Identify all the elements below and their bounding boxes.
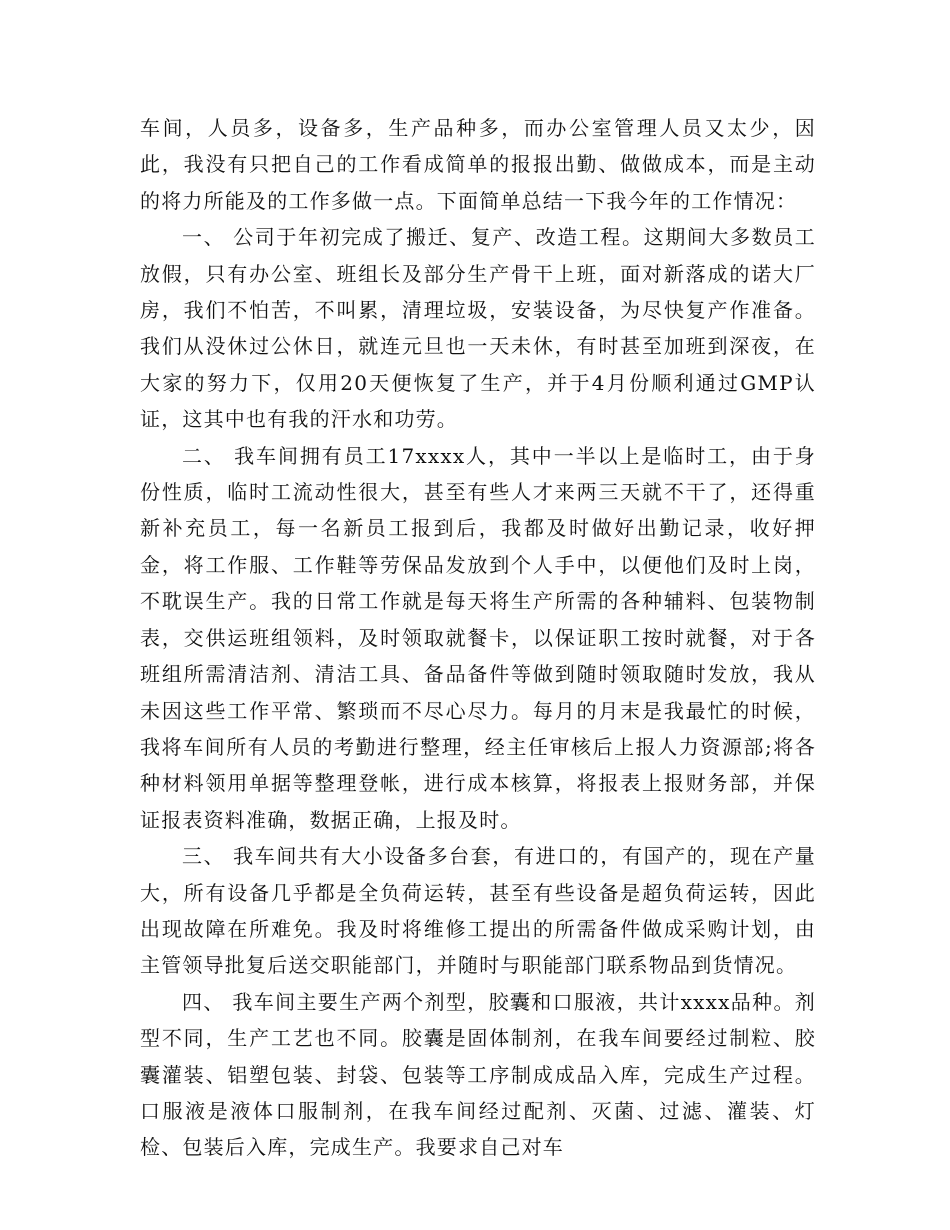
paragraph-item-1: 一、 公司于年初完成了搬迁、复产、改造工程。这期间大多数员工放假，只有办公室、班组长及部分生产骨干上班，面对新落成的诺大厂房，我们不怕苦，不叫累，清理垃圾，安装设备，为尽快复产作准备。我们从没休过公休日，就连元旦也一天未休，有时甚至加班到深夜，在大家的努力下，仅用20天便恢复了生产，并于4月份顺利通过GMP认证，这其中也有我的汗水和功劳。: [140, 225, 816, 432]
document-body: [140, 110, 816, 1166]
paragraph-item-2: 二、 我车间拥有员工17xxxx人，其中一半以上是临时工，由于身份性质，临时工流动性很大，甚至有些人才来两三天就不干了，还得重新补充员工，每一名新员工报到后，我都及时做好出勤记录，收好押金，将工作服、工作鞋等劳保品发放到个人手中，以便他们及时上岗，不耽误生产。我的日常工作就是每天将生产所需的各种辅料、包装物制表，交供运班组领料，及时领取就餐卡，以保证职工按时就餐，对于各班组所需清洁剂、清洁工具、备品备件等做到随时领取随时发放，我从未因这些工作平常、繁琐而不尽心尽力。每月的月末是我最忙的时候，我将车间所有人员的考勤进行整理，经主任审核后上报人力资源部;将各种材料领用单据等整理登帐，进行成本核算，将报表上报财务部，并保证报表资料准确，数据正确，上报及时。: [140, 443, 816, 832]
paragraph-item-3: 三、 我车间共有大小设备多台套，有进口的，有国产的，现在产量大，所有设备几乎都是全负荷运转，甚至有些设备是超负荷运转，因此出现故障在所难免。我及时将维修工提出的所需备件做成采购计划，由主管领导批复后送交职能部门，并随时与职能部门联系物品到货情况。: [140, 844, 816, 978]
paragraph-item-4: 四、 我车间主要生产两个剂型，胶囊和口服液，共计xxxx品种。剂型不同，生产工艺也不同。胶囊是固体制剂，在我车间要经过制粒、胶囊灌装、铝塑包装、封袋、包装等工序制成成品入库，完成生产过程。口服液是液体口服制剂，在我车间经过配剂、灭菌、过滤、灌装、灯检、包装后入库，完成生产。我要求自己对车: [140, 989, 816, 1160]
paragraph-intro: 车间，人员多，设备多，生产品种多，而办公室管理人员又太少，因此，我没有只把自己的工作看成简单的报报出勤、做做成本，而是主动的将力所能及的工作多做一点。下面简单总结一下我今年的工作情况：: [140, 116, 816, 213]
